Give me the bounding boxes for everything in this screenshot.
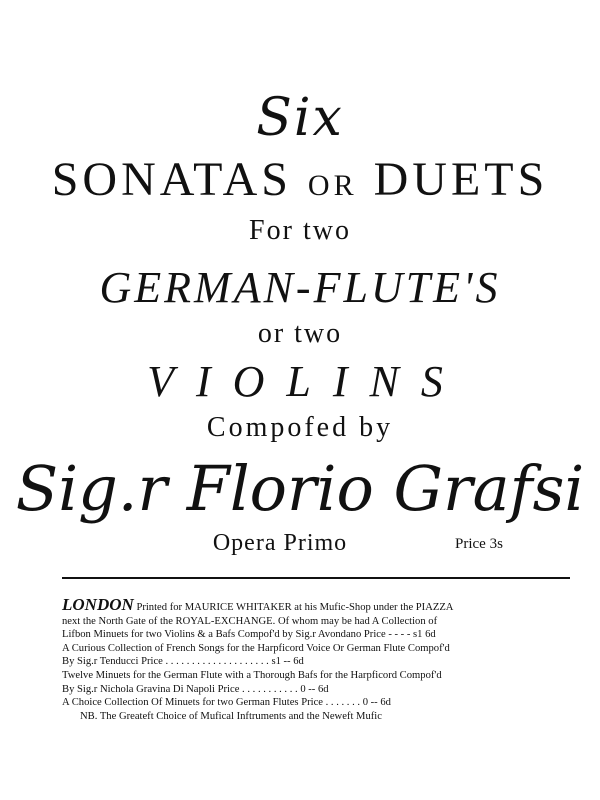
title-composed-by: Compofed by [206, 412, 394, 443]
title-violins: VIOLINS [147, 357, 465, 406]
opera-number: Opera Primo [212, 530, 348, 556]
imprint-line: Lifbon Minuets for two Violins & a Bafs Compof'd by Sig.r Avondano Price - - - - s1 6d [62, 629, 436, 641]
title-sonatas: SONATAS [51, 153, 292, 206]
imprint-line [62, 595, 572, 615]
title-or-two: or two [257, 318, 343, 349]
composer-name: Sig.r Florio Grafsi [15, 452, 585, 525]
imprint-line: By Sig.r Tenducci Price . . . . . . . . . . . . . . . . . . . . s1 -- 6d [62, 656, 304, 668]
title-sonatas-or-duets [0, 152, 600, 207]
title-duets: DUETS [373, 153, 549, 206]
divider-rule [62, 577, 570, 579]
imprint-line: By Sig.r Nichola Gravina Di Napoli Price . . . . . . . . . . . 0 -- 6d [62, 683, 329, 695]
imprint-line: Twelve Minuets for the German Flute with a Thorough Bafs for the Harpficord Compof'd [62, 669, 442, 681]
title-or: OR [307, 169, 358, 202]
imprint-line: A Choice Collection Of Minuets for two German Flutes Price . . . . . . . 0 -- 6d [62, 697, 391, 709]
imprint [62, 595, 572, 723]
title-german-flutes: GERMAN-FLUTE'S [99, 263, 501, 312]
imprint-london: LONDON [62, 595, 134, 614]
imprint-line: next the North Gate of the ROYAL-EXCHANGE. Of whom may be had A Collection of [62, 615, 438, 627]
title-for-two: For two [249, 215, 351, 246]
imprint-text: Printed for MAURICE WHITAKER at his Mufic-Shop under the PIAZZA [136, 602, 454, 613]
imprint-nb: NB. The Greateft Choice of Mufical Inftruments and the Neweft Mufic [80, 710, 382, 722]
title-six: Six [256, 88, 344, 148]
imprint-line: A Curious Collection of French Songs for the Harpficord Voice Or German Flute Compof'd [62, 642, 450, 654]
price: Price 3s [455, 536, 503, 552]
